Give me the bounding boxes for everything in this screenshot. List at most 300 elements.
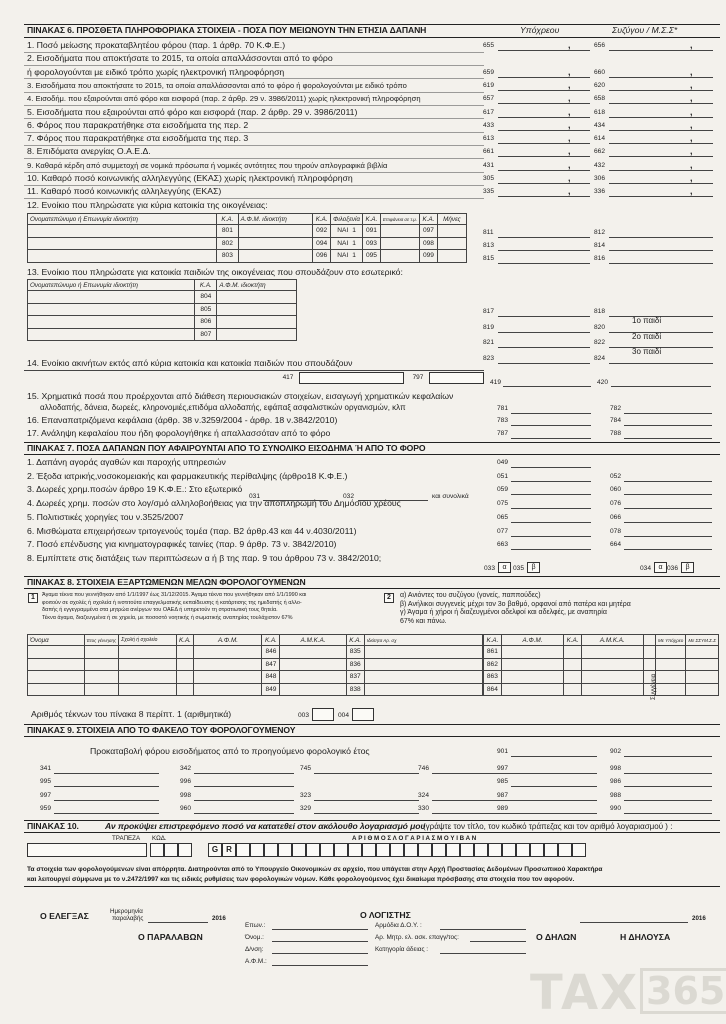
rent-row [28, 250, 467, 263]
field-661[interactable] [498, 156, 590, 157]
iban-digit-box[interactable] [572, 843, 586, 857]
field-664[interactable] [624, 549, 712, 550]
input-cell[interactable] [501, 646, 563, 659]
field-077[interactable] [511, 536, 591, 537]
field-417[interactable] [299, 372, 404, 384]
iban-digit-box[interactable] [362, 843, 376, 857]
field-342[interactable] [194, 773, 294, 774]
input-cell[interactable] [364, 683, 482, 696]
code-661: 661 [483, 148, 495, 156]
code-335: 335 [483, 188, 495, 196]
prepayment-label: Προκαταβολή φόρου εισοδήματος από το προηγούμενο φορολογικό έτος [90, 746, 370, 756]
code-660: 660 [594, 68, 606, 76]
decimal-comma: , [690, 159, 693, 170]
field-998[interactable] [624, 773, 712, 774]
field-902[interactable] [624, 756, 712, 757]
bank-code-box[interactable] [150, 843, 164, 857]
field-306[interactable] [609, 183, 713, 184]
input-cell[interactable] [28, 646, 85, 659]
input-cell[interactable] [364, 658, 482, 671]
field-990[interactable] [624, 813, 712, 814]
iban-digit-box[interactable] [320, 843, 334, 857]
input-cell[interactable] [437, 237, 466, 250]
declarant-male: Ο ΔΗΛΩΝ [536, 932, 577, 942]
field-811[interactable] [498, 237, 590, 238]
iban-digit-box[interactable] [418, 843, 432, 857]
footer-field[interactable] [470, 941, 526, 942]
code-cell: 091 [363, 225, 381, 238]
code-990: 990 [610, 804, 622, 812]
input-cell[interactable] [686, 671, 719, 684]
footer-field[interactable] [272, 929, 368, 930]
input-cell[interactable] [84, 658, 119, 671]
field-745[interactable] [314, 773, 419, 774]
row6-12-label: 11. Καθαρό ποσό κοινωνικής αλληλεγγύης (ΕΚΑΣ) [27, 186, 222, 197]
iban-digit-box[interactable] [404, 843, 418, 857]
owner-afm-cell[interactable] [217, 328, 297, 341]
code-797: 797 [412, 374, 424, 381]
iban-digit-box[interactable] [292, 843, 306, 857]
owner-afm-cell[interactable] [217, 316, 297, 329]
decimal-comma: , [568, 173, 571, 183]
field-813[interactable] [498, 250, 590, 251]
hosting-cell [331, 225, 363, 238]
code-cell: 835 [346, 646, 364, 659]
yes-label: ΝΑΙ [337, 252, 349, 260]
iban-digit-box[interactable] [236, 843, 250, 857]
code-989: 989 [497, 804, 509, 812]
col-ka: Κ.Α. [176, 635, 194, 646]
input-cell[interactable] [280, 683, 346, 696]
field-985[interactable] [511, 786, 597, 787]
field-998[interactable] [194, 800, 294, 801]
code-075: 075 [497, 500, 509, 508]
code-342: 342 [180, 765, 192, 772]
year-label: 2016 [212, 915, 226, 922]
code-cell: 862 [484, 658, 502, 671]
accountant-label: Ο ΛΟΓΙΣΤΗΣ [360, 910, 411, 920]
input-cell[interactable] [238, 250, 313, 263]
input-cell[interactable] [380, 225, 419, 238]
field[interactable] [609, 363, 713, 364]
input-cell[interactable] [28, 671, 85, 684]
code-059: 059 [497, 486, 509, 494]
field-614[interactable] [609, 143, 713, 144]
field-431[interactable] [498, 170, 590, 171]
input-cell[interactable] [119, 658, 176, 671]
field-655[interactable] [498, 50, 590, 51]
footer-field-label: Επων.: [245, 922, 266, 929]
iban-digit-box[interactable] [264, 843, 278, 857]
field-420[interactable] [611, 386, 711, 387]
field-660[interactable] [609, 77, 713, 78]
input-cell[interactable] [582, 646, 644, 659]
input-cell[interactable] [686, 683, 719, 696]
input-cell[interactable] [238, 225, 313, 238]
input-cell[interactable] [582, 671, 644, 684]
rent13-row [28, 291, 297, 304]
field-432[interactable] [609, 170, 713, 171]
field-658[interactable] [609, 103, 713, 104]
code: 035 [513, 565, 525, 572]
input-cell[interactable] [238, 237, 313, 250]
children-count-label: Αριθμός τέκνων του πίνακα 8 περίπτ. 1 (αριθμητικά) [31, 709, 232, 719]
divider [24, 886, 720, 887]
field-996[interactable] [194, 786, 294, 787]
field-051[interactable] [511, 481, 591, 482]
dependent-row [28, 671, 483, 684]
col-ka: Κ.Α. [484, 635, 502, 646]
input-cell[interactable] [194, 683, 262, 696]
code-664: 664 [610, 541, 622, 549]
input-cell[interactable] [643, 658, 655, 671]
field-032[interactable] [358, 500, 428, 501]
date-label: Ημερομηνία [110, 908, 143, 915]
input-cell[interactable] [437, 250, 466, 263]
input-cell[interactable] [280, 658, 346, 671]
code-003: 003 [298, 712, 310, 719]
checkbox[interactable]: β [527, 562, 540, 573]
input-cell[interactable] [656, 646, 686, 659]
field[interactable] [624, 438, 712, 439]
code-998: 998 [180, 791, 192, 799]
input-cell[interactable] [364, 646, 482, 659]
yes-label: ΝΑΙ [337, 227, 349, 235]
iban-digit-box[interactable] [502, 843, 516, 857]
field-066[interactable] [624, 522, 712, 523]
field-662[interactable] [609, 156, 713, 157]
field-812[interactable] [609, 237, 713, 238]
child-label: 2ο παιδί [632, 331, 662, 341]
checked-by-label: Ο ΕΛΕΓΞΑΣ [40, 911, 89, 921]
iban-digit-box[interactable] [530, 843, 544, 857]
input-cell[interactable] [28, 225, 217, 238]
input-cell[interactable] [119, 671, 176, 684]
input-cell[interactable] [656, 683, 686, 696]
code-060: 060 [610, 486, 622, 494]
field-305[interactable] [498, 183, 590, 184]
iban-digit-box[interactable] [278, 843, 292, 857]
field-433[interactable] [498, 130, 590, 131]
code: 033 [484, 565, 496, 572]
code-781: 781 [497, 405, 509, 412]
code-cell: 864 [484, 683, 502, 696]
col-hosting: Φιλοξενία [331, 214, 363, 225]
code-614: 614 [594, 135, 606, 143]
field-997[interactable] [54, 800, 159, 801]
field[interactable] [498, 363, 590, 364]
code-cell: 836 [346, 658, 364, 671]
code-341: 341 [40, 765, 52, 772]
decimal-comma: , [690, 106, 693, 117]
iban-digit-box[interactable] [460, 843, 474, 857]
iban-digit-box[interactable] [558, 843, 572, 857]
field-657[interactable] [498, 103, 590, 104]
input-cell[interactable] [582, 683, 644, 696]
input-cell[interactable] [119, 646, 176, 659]
input-cell[interactable] [564, 671, 582, 684]
code-901: 901 [497, 748, 509, 755]
input-cell[interactable] [501, 683, 563, 696]
case1-line: φοιτούν σε σχολές ή σχολεία ή ινστιτούτα επαγγελματικής εκπαίδευσης ή κατάρτισης της ημεδαπής ή αλλο- [42, 599, 302, 606]
field[interactable] [624, 425, 712, 426]
input-cell[interactable] [380, 250, 419, 263]
code-657: 657 [483, 95, 495, 103]
code-cell: 092 [313, 225, 331, 238]
col-ka: Κ.Α. [313, 214, 331, 225]
code-417: 417 [282, 374, 294, 381]
case1-line: Άγαμα τέκνα που γεννήθηκαν από 1/1/1997 έως 31/12/2015. Άγαμα τέκνα που γεννήθηκαν από 1/1/1990 και [42, 592, 307, 598]
input-cell[interactable] [194, 646, 262, 659]
field-341[interactable] [54, 773, 159, 774]
footer-field[interactable] [440, 953, 526, 954]
field-049[interactable] [511, 467, 591, 468]
field[interactable] [511, 438, 591, 439]
field-031[interactable] [263, 500, 328, 501]
footer-field-label: Αρμόδια Δ.Ο.Υ. : [375, 922, 422, 929]
row6-13-label: 12. Ενοίκιο που πληρώσατε για κύρια κατοικία της οικογένειας: [27, 199, 268, 210]
input-cell[interactable] [280, 646, 346, 659]
hosting-cell [331, 250, 363, 263]
field-434[interactable] [609, 130, 713, 131]
input-cell[interactable] [28, 237, 217, 250]
input-cell[interactable] [84, 683, 119, 696]
field-060[interactable] [624, 494, 712, 495]
code-004: 004 [338, 712, 350, 719]
code-cell: 849 [262, 683, 280, 696]
field-620[interactable] [609, 90, 713, 91]
code-787: 787 [497, 430, 509, 437]
code-049: 049 [497, 459, 509, 466]
input-cell[interactable] [280, 671, 346, 684]
owner-name-cell[interactable] [28, 291, 195, 304]
input-cell[interactable] [564, 658, 582, 671]
owner-name-cell[interactable] [28, 328, 195, 341]
field-329[interactable] [314, 813, 419, 814]
field[interactable] [498, 347, 590, 348]
field-059[interactable] [511, 494, 591, 495]
footer-field[interactable] [440, 929, 526, 930]
code-420: 420 [597, 379, 609, 386]
code-988: 988 [610, 791, 622, 799]
field-336[interactable] [609, 196, 713, 197]
table9-title: ΠΙΝΑΚΑΣ 9. ΣΤΟΙΧΕΙΑ ΑΠΟ ΤΟ ΦΑΚΕΛΟ ΤΟΥ ΦΟΡΟΛΟΓΟΥΜΕΝΟΥ [27, 725, 296, 735]
yes-label: ΝΑΙ [337, 239, 349, 247]
field[interactable] [624, 413, 712, 414]
declaration-date-field[interactable] [580, 922, 688, 923]
field-052[interactable] [624, 481, 712, 482]
input-cell[interactable] [501, 658, 563, 671]
iban-label: Α Ρ Ι Θ Μ Ο Σ Λ Ο Γ Α Ρ Ι Α Σ Μ Ο Υ Ι Β Α Ν [352, 835, 477, 842]
table10-subtitle: Αν προκύψει επιστρεφόμενο ποσό να κατατεθεί στον ακόλουθο λογαριασμό μου [105, 821, 426, 831]
iban-digit-box[interactable] [348, 843, 362, 857]
code-783: 783 [497, 417, 509, 424]
footer-field-label: Α.Φ.Μ.: [245, 958, 267, 965]
field-075[interactable] [511, 508, 591, 509]
code: 034 [640, 565, 652, 572]
code-985: 985 [497, 778, 509, 786]
field-901[interactable] [511, 756, 597, 757]
bank-code-box[interactable] [178, 843, 192, 857]
checkbox[interactable]: α [498, 562, 511, 573]
field-663[interactable] [511, 549, 591, 550]
field-960[interactable] [194, 813, 294, 814]
code-995: 995 [40, 778, 52, 786]
iban-digit-box[interactable] [516, 843, 530, 857]
input-cell[interactable] [643, 646, 655, 659]
field-814[interactable] [609, 250, 713, 251]
field-989[interactable] [511, 813, 597, 814]
code-cell [176, 683, 194, 696]
input-cell[interactable] [194, 658, 262, 671]
row17-label: 17. Ανάληψη κεφαλαίου που ήδη φορολογήθηκε ή απαλλασσόταν από το φόρο [27, 428, 331, 438]
iban-digit-box[interactable] [446, 843, 460, 857]
field-959[interactable] [54, 813, 159, 814]
decimal-comma: , [568, 40, 571, 50]
field-613[interactable] [498, 143, 590, 144]
code-986: 986 [610, 778, 622, 786]
date-field[interactable] [148, 922, 208, 923]
rent-table-13 [27, 279, 297, 341]
code-cell: 802 [217, 237, 238, 250]
input-cell[interactable] [686, 646, 719, 659]
input-cell[interactable] [564, 646, 582, 659]
iban-digit-box[interactable] [250, 843, 264, 857]
input-cell[interactable] [28, 683, 85, 696]
field-656[interactable] [609, 50, 713, 51]
input-cell[interactable] [119, 683, 176, 696]
row7-1-label: 1. Δαπάνη αγοράς αγαθών και παροχής υπηρεσιών [27, 457, 226, 467]
iban-country-r: R [222, 843, 236, 857]
footer-field[interactable] [272, 953, 368, 954]
decimal-comma: , [690, 133, 693, 144]
row6-7-label: 6. Φόρος που παρακρατήθηκε στα εισοδήματα της περ. 2 [27, 119, 249, 130]
field-335[interactable] [498, 196, 590, 197]
field-659[interactable] [498, 77, 590, 78]
row6-8-label: 7. Φόρος που παρακρατήθηκε στα εισοδήματα της περ. 3 [27, 133, 249, 144]
code-434: 434 [594, 121, 606, 129]
iban-digit-box[interactable] [306, 843, 320, 857]
value-1: 1 [352, 227, 356, 235]
footer-field[interactable] [272, 965, 368, 966]
bank-code-box[interactable] [164, 843, 178, 857]
date-label-2: παραλαβής [112, 915, 144, 922]
code-cell [176, 658, 194, 671]
code-655: 655 [483, 42, 495, 49]
child-label: 1ο παιδί [632, 316, 662, 325]
children-count-004[interactable] [352, 708, 374, 721]
field[interactable] [498, 332, 590, 333]
checkbox[interactable]: β [681, 562, 694, 573]
code-cell: 806 [195, 316, 217, 329]
field-815[interactable] [498, 263, 590, 264]
row6-2-label: 2. Εισοδήματα που αποκτήσατε το 2015, τα οποία απαλλάσσονται από το φόρο [27, 53, 333, 64]
children-count-003[interactable] [312, 708, 334, 721]
input-cell[interactable] [686, 658, 719, 671]
col-with-taxpayer: Με Υπόχρεο [656, 635, 686, 646]
iban-digit-box[interactable] [334, 843, 348, 857]
checkbox[interactable]: α [654, 562, 667, 573]
field[interactable] [511, 413, 591, 414]
row7-5-label: 5. Πολιτιστικές χορηγίες του ν.3525/2007 [27, 511, 184, 522]
input-cell[interactable] [501, 671, 563, 684]
field-995[interactable] [54, 786, 159, 787]
year-label-2: 2016 [692, 915, 706, 922]
bank-name-field[interactable] [27, 843, 147, 857]
footer-field[interactable] [272, 941, 368, 942]
col-ka: Κ.Α. [217, 214, 238, 225]
input-cell[interactable] [194, 671, 262, 684]
owner-name-cell[interactable] [28, 316, 195, 329]
iban-digit-box[interactable] [390, 843, 404, 857]
code-432: 432 [594, 161, 606, 169]
field-323[interactable] [314, 800, 419, 801]
field-065[interactable] [511, 522, 591, 523]
field-816[interactable] [609, 263, 713, 264]
row13-label: 13. Ενοίκιο που πληρώσατε για κατοικία παιδιών της οικογένειας που σπουδάζουν στο εσωτερικό: [27, 267, 403, 277]
field-997[interactable] [511, 773, 597, 774]
code-811: 811 [483, 229, 494, 236]
iban-digit-box[interactable] [474, 843, 488, 857]
field-988[interactable] [624, 800, 712, 801]
code-cell: 837 [346, 671, 364, 684]
field-419[interactable] [503, 386, 591, 387]
code-613: 613 [483, 135, 495, 143]
iban-digit-box[interactable] [432, 843, 446, 857]
input-cell[interactable] [84, 646, 119, 659]
case2-line: 67% και πάνω. [400, 617, 447, 625]
input-cell[interactable] [656, 671, 686, 684]
field-618[interactable] [609, 117, 713, 118]
input-cell[interactable] [437, 225, 466, 238]
row7-7-label: 7. Ποσό επένδυσης για κινηματογραφικές ταινίες (παρ. 9 άρθρ. 73 ν. 3842/2010) [27, 539, 337, 550]
field-987[interactable] [511, 800, 597, 801]
input-cell[interactable] [380, 237, 419, 250]
input-cell[interactable] [28, 250, 217, 263]
field-076[interactable] [624, 508, 712, 509]
field-619[interactable] [498, 90, 590, 91]
input-cell[interactable] [582, 658, 644, 671]
owner-afm-cell[interactable] [217, 291, 297, 304]
field[interactable] [498, 316, 590, 317]
code-824: 824 [594, 354, 606, 362]
col-ka: Κ.Α. [363, 214, 381, 225]
input-cell[interactable] [564, 683, 582, 696]
iban-digit-box[interactable] [488, 843, 502, 857]
code-324: 324 [418, 791, 430, 799]
case1-box: 1 [28, 593, 38, 603]
code-431: 431 [483, 161, 495, 169]
input-cell[interactable] [84, 671, 119, 684]
field-986[interactable] [624, 786, 712, 787]
col-area: Επιφάνεια σε τ.μ. [380, 214, 419, 225]
field-797[interactable] [429, 372, 484, 384]
input-cell[interactable] [364, 671, 482, 684]
total-label: και συνολικά [432, 493, 469, 500]
input-cell[interactable] [28, 658, 85, 671]
iban-digit-box[interactable] [544, 843, 558, 857]
field[interactable] [511, 425, 591, 426]
code-cell [176, 646, 194, 659]
owner-afm-cell[interactable] [217, 303, 297, 316]
input-cell[interactable] [656, 658, 686, 671]
divider [24, 370, 484, 371]
owner-name-cell[interactable] [28, 303, 195, 316]
field-617[interactable] [498, 117, 590, 118]
field-078[interactable] [624, 536, 712, 537]
decimal-comma: , [690, 93, 693, 104]
iban-digit-box[interactable] [376, 843, 390, 857]
